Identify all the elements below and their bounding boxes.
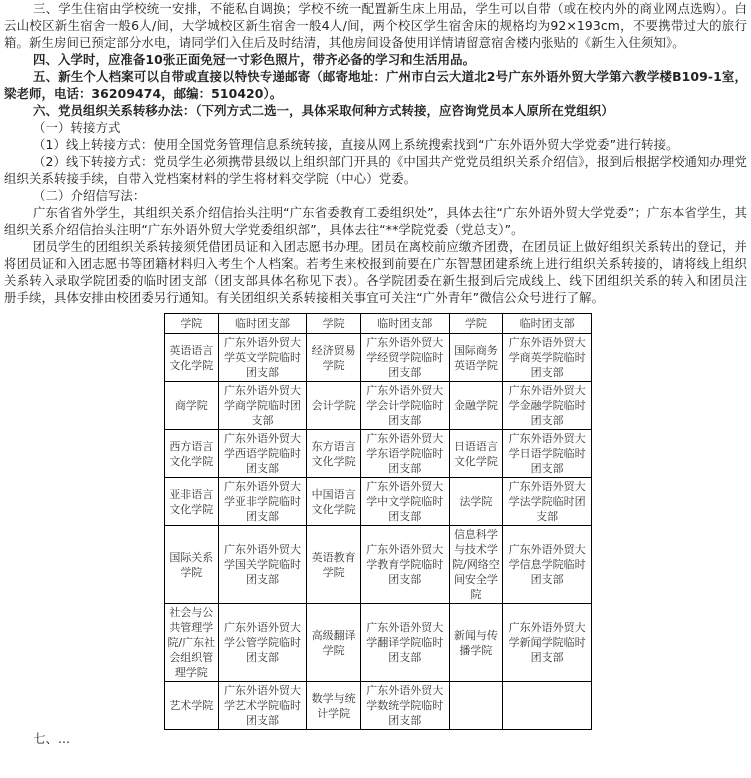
table-cell: 广东外语外贸大学商英学院临时团支部 bbox=[503, 334, 592, 382]
section-five-archive-text: 五、新生个人档案可以自带或直接以特快专递邮寄（邮寄地址：广州市白云大道北2号广东外语外贸大学第六教学楼B109-1室，梁老师，电话：36209474，邮编：510420）。 bbox=[4, 69, 747, 101]
table-cell: 广东外语外贸大学新闻学院临时团支部 bbox=[503, 604, 592, 682]
letter-format-paragraph: 广东省省外学生，其组织关系介绍信抬头注明“广东省委教育工委组织处”，具体去往“广东外语外贸大学党委”；广东本省学生，其组织关系介绍信抬头注明“广东外语外贸大学党委组织部”，具体去往“**学院党委（党总支）”。 bbox=[4, 205, 747, 237]
table-cell: 社会与公共管理学院/广东社会组织管理学院 bbox=[165, 604, 219, 682]
table-cell: 广东外语外贸大学翻译学院临时团支部 bbox=[360, 604, 449, 682]
table-cell: 高级翻译学院 bbox=[307, 604, 361, 682]
subsection-transfer-methods: （一）转接方式 bbox=[33, 120, 121, 135]
table-cell: 日语语言文化学院 bbox=[449, 430, 503, 478]
table-cell: 广东外语外贸大学会计学院临时团支部 bbox=[360, 382, 449, 430]
section-four-photos: 四、入学时，应准备10张正面免冠一寸彩色照片，带齐必备的学习和生活用品。 bbox=[33, 52, 476, 67]
league-transfer-paragraph: 团员学生的团组织关系转接须凭借团员证和入团志愿书办理。团员在离校前应缴齐团费，在团员证上做好组织关系转出的登记，并将团员证和入团志愿书等团籍材料归入考生个人档案。若考生来校报到前要在广东智慧团建系统上进行组织关系转接的，请将线上组织关系转入录取学院团委的临时团支部（团支部具体名称见下表）。各学院团委在新生报到后完成线上、线下团组织关系的转入和团员注册手续，具体安排由校团委另行通知。有关团组织关系转接相关事宜可关注“广外青年”微信公众号进行了解。 bbox=[4, 239, 747, 305]
table-row bbox=[165, 682, 592, 730]
table-cell: 广东外语外贸大学东语学院临时团支部 bbox=[360, 430, 449, 478]
table-cell: 东方语言文化学院 bbox=[307, 430, 361, 478]
table-cell: 国际商务英语学院 bbox=[449, 334, 503, 382]
table-cell: 经济贸易学院 bbox=[307, 334, 361, 382]
table-cell: 会计学院 bbox=[307, 382, 361, 430]
section-seven-cut-off: 七、... bbox=[33, 731, 71, 744]
table-cell: 金融学院 bbox=[449, 382, 503, 430]
table-cell: 艺术学院 bbox=[165, 682, 219, 730]
table-header-cell: 临时团支部 bbox=[218, 314, 307, 334]
table-cell: 广东外语外贸大学英文学院临时团支部 bbox=[218, 334, 307, 382]
table-cell: 中国语言文化学院 bbox=[307, 478, 361, 526]
section-three-dormitory: 三、学生住宿由学校统一安排，不能私自调换；学校不统一配置新生床上用品，学生可以自带（或在校内外的商业网点选购）。白云山校区新生宿舍一般6人/间，大学城校区新生宿舍一般4人/间，两个校区学生宿舍床的规格均为92×193cm，不要携带过大的旅行箱。新生房间已预定部分水电，请同学们入住后及时结清，其他房间设备使用详情请留意宿舍楼内张贴的《新生入住须知》。 bbox=[4, 1, 747, 50]
table-row bbox=[165, 604, 592, 682]
table-header-cell: 临时团支部 bbox=[360, 314, 449, 334]
table-header-cell: 学院 bbox=[449, 314, 503, 334]
table-cell: 广东外语外贸大学商学院临时团支部 bbox=[218, 382, 307, 430]
table-row bbox=[165, 334, 592, 382]
table-row bbox=[165, 382, 592, 430]
table-header-cell: 学院 bbox=[165, 314, 219, 334]
table-cell: 英语教育学院 bbox=[307, 526, 361, 604]
table-cell: 广东外语外贸大学金融学院临时团支部 bbox=[503, 382, 592, 430]
table-cell: 亚非语言文化学院 bbox=[165, 478, 219, 526]
offline-transfer-paragraph: （2）线下转接方式：党员学生必须携带县级以上组织部门开具的《中国共产党党员组织关系介绍信》，报到后根据学校通知办理党组织关系转接手续，自带入党档案材料的学生将材料交学院（中心）党委。 bbox=[4, 154, 747, 186]
table-row bbox=[165, 478, 592, 526]
table-cell: 法学院 bbox=[449, 478, 503, 526]
subsection-letter-format: （二）介绍信写法： bbox=[33, 188, 146, 203]
temporary-branch-table bbox=[164, 313, 592, 730]
table-cell: 广东外语外贸大学日语学院临时团支部 bbox=[503, 430, 592, 478]
table-cell: 广东外语外贸大学艺术学院临时团支部 bbox=[218, 682, 307, 730]
table-header-cell: 学院 bbox=[307, 314, 361, 334]
table-cell: 西方语言文化学院 bbox=[165, 430, 219, 478]
table-header-cell: 临时团支部 bbox=[503, 314, 592, 334]
table-cell: 商学院 bbox=[165, 382, 219, 430]
table-cell: 广东外语外贸大学教育学院临时团支部 bbox=[360, 526, 449, 604]
table-cell: 广东外语外贸大学西语学院临时团支部 bbox=[218, 430, 307, 478]
table-cell: 广东外语外贸大学中文学院临时团支部 bbox=[360, 478, 449, 526]
table-cell: 广东外语外贸大学数统学院临时团支部 bbox=[360, 682, 449, 730]
online-transfer-paragraph: （1）线上转接方式：使用全国党务管理信息系统转接，直接从网上系统搜索找到“广东外语外贸大学党委”进行转接。 bbox=[33, 137, 679, 152]
table-cell bbox=[449, 682, 503, 730]
table-cell: 新闻与传播学院 bbox=[449, 604, 503, 682]
table-cell: 广东外语外贸大学亚非学院临时团支部 bbox=[218, 478, 307, 526]
table-cell: 数学与统计学院 bbox=[307, 682, 361, 730]
table-cell: 广东外语外贸大学法学院临时团支部 bbox=[503, 478, 592, 526]
section-six-party-transfer: 六、党员组织关系转移办法：（下列方式二选一，具体采取何种方式转接，应咨询党员本人原所在党组织） bbox=[33, 103, 614, 118]
table-row bbox=[165, 526, 592, 604]
table-cell: 广东外语外贸大学经贸学院临时团支部 bbox=[360, 334, 449, 382]
table-cell: 英语语言文化学院 bbox=[165, 334, 219, 382]
table-cell: 广东外语外贸大学信息学院临时团支部 bbox=[503, 526, 592, 604]
table-row bbox=[165, 430, 592, 478]
table-cell: 信息科学与技术学院/网络空间安全学院 bbox=[449, 526, 503, 604]
table-cell: 广东外语外贸大学国关学院临时团支部 bbox=[218, 526, 307, 604]
table-cell: 国际关系学院 bbox=[165, 526, 219, 604]
table-cell bbox=[503, 682, 592, 730]
table-header-row bbox=[165, 314, 592, 334]
section-five-archive bbox=[4, 68, 747, 102]
table-cell: 广东外语外贸大学公管学院临时团支部 bbox=[218, 604, 307, 682]
